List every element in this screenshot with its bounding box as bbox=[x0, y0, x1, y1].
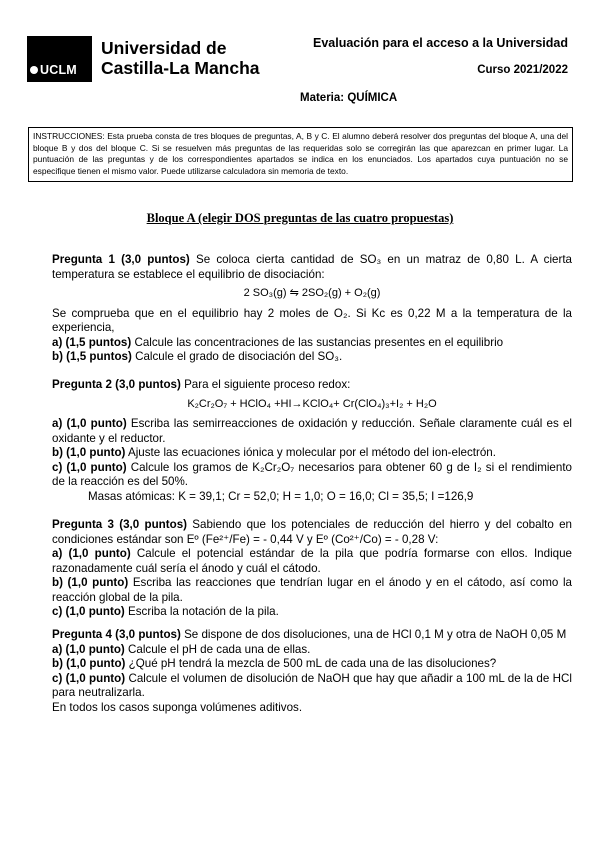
q2-a-text: Escriba las semirreacciones de oxidación y reducción. Señale claramente cuál es el oxidante y el reductor. bbox=[52, 417, 572, 445]
q3-part-a bbox=[52, 547, 572, 576]
q4-part-a bbox=[52, 643, 572, 658]
q4-part-b bbox=[52, 657, 572, 672]
university-name bbox=[101, 38, 260, 78]
q4-part-c bbox=[52, 672, 572, 701]
course-year: Curso 2021/2022 bbox=[477, 64, 568, 76]
q1-equation: 2 SO₃(g) ⇋ 2SO₂(g) + O₂(g) bbox=[243, 287, 381, 299]
q2-intro: Para el siguiente proceso redox: bbox=[180, 378, 351, 391]
logo-text: UCLM bbox=[40, 63, 77, 77]
block-title-text: Bloque A (elegir DOS preguntas de las cuatro propuestas) bbox=[146, 211, 454, 225]
q1-a-label: a) (1,5 puntos) bbox=[52, 335, 132, 349]
q1-title: Pregunta 1 (3,0 puntos) bbox=[52, 253, 190, 266]
q3-a-text: Calcule el potencial estándar de la pila que podría formarse con ellos. Indique razonadamente cuál sería el ánodo y cuál el cátodo. bbox=[52, 547, 572, 575]
exam-title: Evaluación para el acceso a la Universidad bbox=[313, 36, 568, 50]
q1-part-a bbox=[52, 336, 572, 351]
q1-intro-paragraph bbox=[52, 253, 572, 282]
question-2 bbox=[52, 378, 572, 504]
q4-c-label: c) (1,0 punto) bbox=[52, 671, 126, 685]
q3-c-text: Escriba la notación de la pila. bbox=[124, 605, 279, 618]
q3-intro-paragraph bbox=[52, 518, 572, 547]
university-line-2: Castilla-La Mancha bbox=[101, 58, 260, 78]
question-4 bbox=[52, 628, 572, 715]
uclm-logo bbox=[27, 36, 92, 82]
q3-a-label: a) (1,0 punto) bbox=[52, 547, 131, 560]
q3-part-c bbox=[52, 605, 572, 620]
subject-name: QUÍMICA bbox=[347, 92, 398, 104]
q3-b-text: Escriba las reacciones que tendrían lugar en el ánodo y en el cátodo, así como la reacción global de la pila. bbox=[52, 576, 572, 604]
question-1 bbox=[52, 253, 572, 365]
question-3 bbox=[52, 518, 572, 620]
q2-c-label: c) (1,0 punto) bbox=[52, 460, 127, 474]
q3-c-label: c) (1,0 punto) bbox=[52, 605, 125, 618]
q4-intro-paragraph bbox=[52, 628, 572, 643]
q3-title: Pregunta 3 (3,0 puntos) bbox=[52, 518, 188, 531]
q4-title: Pregunta 4 (3,0 puntos) bbox=[52, 628, 181, 641]
q3-part-b bbox=[52, 576, 572, 605]
q4-b-label: b) (1,0 punto) bbox=[52, 657, 126, 670]
subject-line bbox=[300, 92, 397, 104]
q3-b-label: b) (1,0 punto) bbox=[52, 576, 129, 589]
q4-b-text: ¿Qué pH tendrá la mezcla de 500 mL de cada una de las disoluciones? bbox=[125, 657, 497, 670]
q1-intro: Se coloca cierta cantidad de SO₃ en un matraz de 0,80 L. A cierta temperatura se establece el equilibrio de disociación: bbox=[52, 253, 572, 281]
q2-b-label: b) (1,0 punto) bbox=[52, 446, 126, 459]
logo-emblem-icon bbox=[30, 66, 38, 74]
q4-a-text: Calcule el pH de cada una de ellas. bbox=[124, 642, 311, 656]
q2-equation: K₂Cr₂O₇ + HClO₄ +HI→KClO₄+ Cr(ClO₄)₃+I₂ + H₂O bbox=[187, 397, 437, 410]
q4-c-text: Calcule el volumen de disolución de NaOH que hay que añadir a 100 mL de la de HCl para neutralizarla. bbox=[52, 671, 573, 699]
q2-c-text: Calcule los gramos de K₂Cr₂O₇ necesarios para obtener 60 g de I₂ si el rendimiento de la reacción es del 50%. bbox=[52, 460, 573, 488]
instructions-box: INSTRUCCIONES: Esta prueba consta de tres bloques de preguntas, A, B y C. El alumno deberá resolver dos preguntas del bloque A, una del bloque B y dos del bloque C. Si se resuelven más preguntas de las requeridas solo se corregirán las que aparezcan en primer lugar. La puntuación de las preguntas y de los correspondientes apartados se indica en los enunciados. Los apartados cuya puntuación no se especifique tienen el mismo valor. Puede utilizarse calculadora sin memoria de texto. bbox=[28, 127, 573, 182]
q2-atomic-masses: Masas atómicas: K = 39,1; Cr = 52,0; H = 1,0; O = 16,0; Cl = 35,5; I =126,9 bbox=[88, 489, 474, 503]
q1-b-label: b) (1,5 puntos) bbox=[52, 350, 132, 363]
q4-note: En todos los casos suponga volúmenes aditivos. bbox=[52, 700, 303, 714]
q2-title: Pregunta 2 (3,0 puntos) bbox=[52, 378, 181, 391]
q1-b-text: Calcule el grado de disociación del SO₃. bbox=[131, 350, 343, 363]
block-title bbox=[0, 211, 600, 226]
q2-intro-paragraph bbox=[52, 378, 572, 393]
university-line-1: Universidad de bbox=[101, 38, 227, 58]
q4-a-label: a) (1,0 punto) bbox=[52, 642, 125, 656]
q1-a-text: Calcule las concentraciones de las sustancias presentes en el equilibrio bbox=[131, 335, 504, 349]
q1-part-b bbox=[52, 350, 572, 365]
q2-part-a bbox=[52, 417, 572, 446]
q2-part-b bbox=[52, 446, 572, 461]
q2-part-c bbox=[52, 461, 572, 490]
q1-text: Se comprueba que en el equilibrio hay 2 moles de O₂. Si Kc es 0,22 M a la temperatura de la experiencia, bbox=[52, 306, 572, 334]
subject-label: Materia: bbox=[300, 92, 345, 104]
q4-intro: Se dispone de dos disoluciones, una de HCl 0,1 M y otra de NaOH 0,05 M bbox=[180, 628, 567, 641]
q2-a-label: a) (1,0 punto) bbox=[52, 417, 127, 430]
q3-intro: Sabiendo que los potenciales de reducción del hierro y del cobalto en condiciones estándar son Eº (Fe²⁺/Fe) = - 0,44 V y Eº (Co²⁺/Co) = - 0,28 V: bbox=[52, 518, 572, 546]
q2-b-text: Ajuste las ecuaciones iónica y molecular por el método del ion-electrón. bbox=[125, 446, 496, 459]
